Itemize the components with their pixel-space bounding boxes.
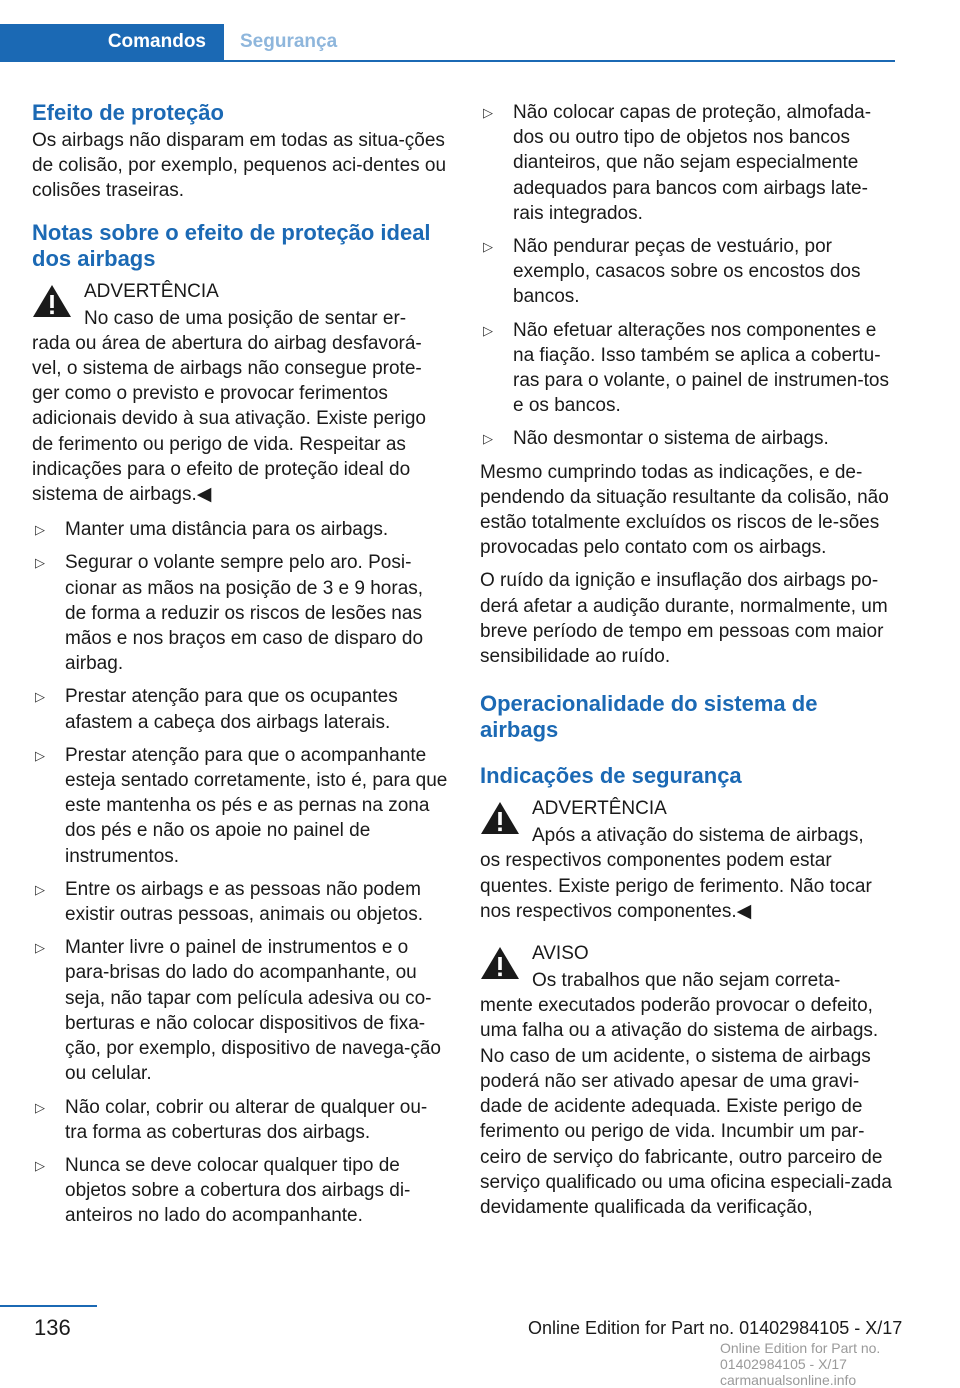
heading-protection-effect: Efeito de proteção <box>32 100 224 125</box>
notice-box-right <box>480 940 896 1220</box>
warning-text: os respectivos componentes podem estar quentes. Existe perigo de ferimento. Não tocar nos respectivos componentes.◀ <box>480 850 872 922</box>
triangle-bullet-icon: ▷ <box>35 689 45 705</box>
list-item: ▷ Manter uma distância para os airbags. <box>35 519 389 541</box>
list-item: ▷ Não pendurar peças de vestuário, por exemplo, casacos sobre os encostos dos bancos. <box>483 236 861 308</box>
triangle-bullet-icon: ▷ <box>35 940 45 956</box>
warning-text-first-line: Após a ativação do sistema de airbags, <box>532 825 864 847</box>
paragraph-even-complying: Mesmo cumprindo todas as indicações, e de‐pendendo da situação resultante da colisão, não estão totalmente excluídos os riscos de le‐sões provocadas pelo contato com os airbags. <box>480 461 889 559</box>
list-item: ▷ Manter livre o painel de instrumentos e o para-brisas do lado do acompanhante, ou seja, não tapar com película adesiva ou co‐berturas e não colocar dispositivos de fixa‐ção, por exemplo, dispositivo de navega‐ção ou celular. <box>35 937 442 1085</box>
heading-airbag-operational: Operacionalidade do sistema de airbags <box>480 691 818 743</box>
watermark: Online Edition for Part no. 01402984105 - X/17 carmanualsonline.info <box>720 1340 881 1388</box>
tab-comandos[interactable]: Comandos <box>0 24 224 60</box>
notice-title: AVISO <box>532 943 589 965</box>
warning-box-left <box>32 278 448 508</box>
triangle-bullet-icon: ▷ <box>35 522 45 538</box>
heading-safety-notes: Indicações de segurança <box>480 763 742 789</box>
list-item: ▷ Não colar, cobrir ou alterar de qualquer ou‐tra forma as coberturas dos airbags. <box>35 1096 428 1143</box>
footer-rule <box>0 1305 97 1307</box>
notice-text-first-line: Os trabalhos que não sejam correta‐ <box>532 970 841 992</box>
bullet-list-left <box>32 517 448 1228</box>
triangle-bullet-icon: ▷ <box>35 881 45 897</box>
list-item: ▷ Entre os airbags e as pessoas não podem existir outras pessoas, animais ou objetos. <box>35 878 424 926</box>
bullet-list-right <box>480 100 896 452</box>
left-column <box>32 100 448 1237</box>
triangle-bullet-icon: ▷ <box>483 322 493 338</box>
tab-underline <box>0 60 895 62</box>
triangle-bullet-icon: ▷ <box>483 431 493 447</box>
paragraph-protection-effect: Os airbags não disparam em todas as situa‐ções de colisão, por exemplo, pequenos aci‐dentes ou colisões traseiras. <box>32 130 447 202</box>
list-item: ▷ Prestar atenção para que o acompanhante esteja sentado corretamente, isto é, para que este mantenha os pés e as pernas na zona dos pés e não os apoie no painel de instrumentos. <box>35 744 448 867</box>
warning-title: ADVERTÊNCIA <box>84 280 219 302</box>
warning-text-first-line: No caso de uma posição de sentar er‐ <box>84 307 407 329</box>
page-number: 136 <box>34 1315 71 1340</box>
warning-box-right <box>480 795 896 924</box>
list-item: ▷ Prestar atenção para que os ocupantes afastem a cabeça dos airbags laterais. <box>35 686 398 733</box>
triangle-bullet-icon: ▷ <box>483 239 493 255</box>
list-item: ▷ Nunca se deve colocar qualquer tipo de objetos sobre a cobertura dos airbags di‐anteiros no lado do acompanhante. <box>35 1154 411 1227</box>
tab-seguranca[interactable]: Segurança <box>240 31 338 52</box>
notice-text: mente executados poderão provocar o defeito, uma falha ou a ativação do sistema de airbags. No caso de um acidente, o sistema de airbags poderá não ser ativado apesar de uma gravi‐dade de acidente adequada. Existe perigo de ferimento ou perigo de vida. Incumbir um par‐ceiro de serviço do fabricante, outro parceiro de serviço qualificado ou uma oficina especiali‐zada devidamente qualificada da verificação, <box>480 995 892 1218</box>
chapter-tabbar <box>0 24 895 62</box>
triangle-bullet-icon: ▷ <box>483 105 493 120</box>
warning-icon <box>480 801 520 835</box>
heading-notes-protection: Notas sobre o efeito de proteção ideal dos airbags <box>32 219 431 271</box>
triangle-bullet-icon: ▷ <box>35 1099 45 1115</box>
list-item: ▷ Não efetuar alterações nos componentes e na fiação. Isso também se aplica a cobertu‐ras para o volante, o painel de instrumen‐tos e os bancos. <box>483 319 889 417</box>
triangle-bullet-icon: ▷ <box>35 555 45 571</box>
notice-icon <box>480 946 520 980</box>
edition-note: Online Edition for Part no. 01402984105 - X/17 <box>528 1318 903 1338</box>
warning-icon <box>32 284 72 318</box>
right-column <box>480 100 896 1230</box>
triangle-bullet-icon: ▷ <box>35 1157 45 1173</box>
list-item: ▷ Não desmontar o sistema de airbags. <box>483 428 829 450</box>
triangle-bullet-icon: ▷ <box>35 747 45 763</box>
list-item: ▷ Segurar o volante sempre pelo aro. Posi‐cionar as mãos na posição de 3 e 9 horas, de forma a reduzir os riscos de lesões nas mãos e nos braços em caso de disparo do airbag. <box>35 552 424 675</box>
list-item: ▷ Não colocar capas de proteção, almofada‐dos ou outro tipo de objetos nos bancos dianteiros, que não sejam especialmente adequados para bancos com airbags late‐rais integrados. <box>483 102 872 224</box>
warning-text: rada ou área de abertura do airbag desfavorá‐vel, o sistema de airbags não consegue prote‐ger como o previsto e provocar ferimentos adicionais devido à sua ativação. Existe perigo de ferimento ou perigo de vida. Respeitar as indicações para o efeito de proteção ideal do sistema de airbags.◀ <box>32 332 426 506</box>
paragraph-noise: O ruído da ignição e insuflação dos airbags po‐derá afetar a audição durante, normalmente, um breve período de tempo em pessoas com maior sensibilidade ao ruído. <box>480 570 888 668</box>
warning-title: ADVERTÊNCIA <box>532 798 667 820</box>
